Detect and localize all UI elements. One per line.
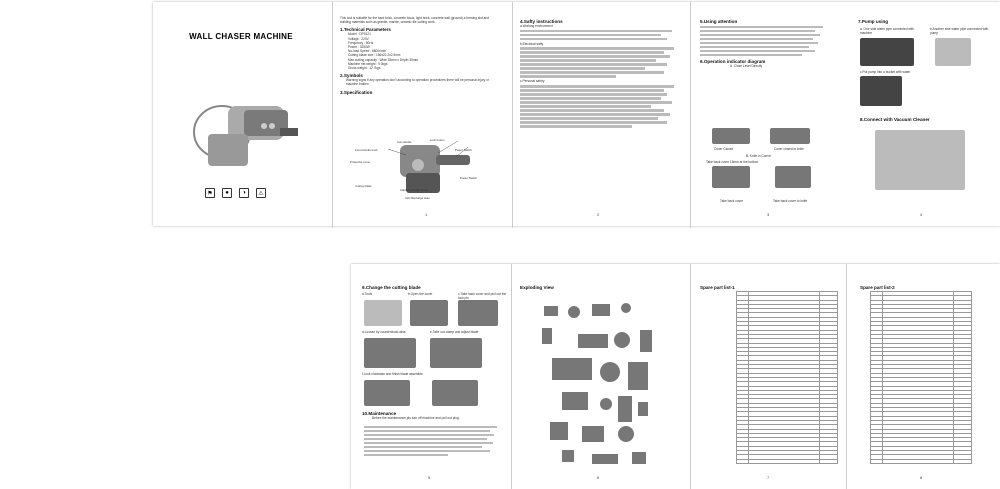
fold-line bbox=[511, 264, 512, 489]
lock-blade-image bbox=[364, 380, 410, 406]
take-back-cover-knife-image bbox=[775, 166, 811, 188]
fold-line bbox=[690, 264, 691, 489]
specification-diagram bbox=[378, 135, 478, 205]
tools-image bbox=[364, 300, 402, 326]
take-back-cover-image bbox=[458, 300, 498, 326]
tech-params-heading: 1.Technical Parameters bbox=[340, 27, 391, 33]
fold-line bbox=[512, 2, 513, 228]
fold-line bbox=[846, 264, 847, 489]
fold-line bbox=[332, 2, 333, 228]
vacuum-heading: 8.Connect with Vacuum Cleaner bbox=[860, 117, 930, 122]
diagram-caption: Take back cover to knife bbox=[773, 199, 808, 203]
manual-read-icon: ⚑ bbox=[205, 188, 215, 198]
pump-image-c bbox=[860, 76, 902, 106]
page-number: 8 bbox=[920, 475, 923, 480]
maintenance-heading: 10.Maintenance bbox=[362, 411, 397, 416]
spec-label: Adjusting Depth Screw bbox=[400, 188, 429, 192]
diagram-label: A. Close Level Directly bbox=[730, 64, 763, 68]
table-row bbox=[871, 459, 972, 463]
page-number: 2 bbox=[597, 212, 600, 217]
param-item: Power : 3250W bbox=[348, 45, 370, 50]
diagram-caption: Cover closed to knife bbox=[774, 147, 804, 151]
spec-label: Aux Handle bbox=[397, 140, 412, 144]
fold-line bbox=[690, 2, 691, 228]
param-item: Voltage : 220V bbox=[348, 36, 369, 41]
wall-chaser-machine-image bbox=[184, 88, 304, 178]
page-number: 5 bbox=[428, 475, 431, 480]
step-caption: b.Open the cover bbox=[408, 292, 433, 296]
pump-image-a bbox=[860, 38, 914, 66]
spare-part-list-2-heading: Spare part list-2 bbox=[860, 285, 895, 290]
spec-label: Power Switch bbox=[460, 176, 477, 180]
pump-caption: b.Another side water pipe connected with pump bbox=[930, 27, 989, 36]
maintenance-lines bbox=[364, 424, 504, 458]
operation-diagram-heading: 6.Operation indicator diagram bbox=[700, 59, 766, 64]
safety-subheading: c.Personal safety bbox=[520, 79, 545, 84]
specification-heading: 3.Specification bbox=[340, 89, 373, 95]
page-number: 3 bbox=[767, 212, 770, 217]
exploding-view-heading: Exploding View bbox=[520, 285, 554, 290]
ear-protection-icon: ◑ bbox=[239, 188, 249, 198]
param-item: Frequency : 50Hz bbox=[348, 40, 374, 45]
page-3 bbox=[700, 16, 828, 68]
page-2 bbox=[520, 16, 680, 129]
pump-caption: a. One side water pipe connected with machine bbox=[860, 27, 915, 36]
maintenance-text: Before the maintenance,pls turn off machine and pull out plug. bbox=[372, 416, 460, 420]
spare-part-table-2 bbox=[870, 291, 972, 464]
diagram-caption: Take back cover bbox=[720, 199, 744, 203]
symbols-text: Warning signs if any operation don't according to operation procedures there will be personal injury or machine broken bbox=[346, 78, 489, 87]
step-caption: c.Take back cover and pull out the lock pin bbox=[458, 292, 507, 301]
spare-part-list-1-heading: Spare part list-1 bbox=[700, 285, 735, 290]
spec-label: Front-handle knob bbox=[355, 148, 378, 152]
finished-image bbox=[432, 380, 478, 406]
open-cover-image bbox=[410, 300, 448, 326]
step-caption: a.Tools bbox=[362, 292, 373, 296]
step-caption: f.Lock clockwise and finish blade assemble bbox=[362, 372, 423, 376]
spare-part-table-1 bbox=[736, 291, 838, 464]
page-4 bbox=[858, 16, 996, 24]
safety-subheading: b.Electrical safty bbox=[520, 41, 544, 46]
page-number: 1 bbox=[425, 212, 428, 217]
goggles-icon: ● bbox=[222, 188, 232, 198]
safety-heading: 4.Safty instructions bbox=[520, 19, 563, 24]
safety-subheading: a.Working environment bbox=[520, 24, 553, 28]
page-number: 7 bbox=[767, 475, 770, 480]
pump-caption: c.Put pump into a bucket with water bbox=[860, 70, 911, 74]
diagram-caption: Cover Closed bbox=[714, 147, 734, 151]
change-blade-heading: 9.Change the cutting blade bbox=[362, 285, 421, 290]
take-back-cover-image bbox=[712, 166, 750, 188]
spec-label: Power Switch bbox=[455, 148, 472, 152]
warning-icon: ⚠ bbox=[256, 188, 266, 198]
spec-label: Ash Discharge Hole bbox=[405, 196, 430, 200]
diagram-caption: Take back cover 15mm at the bottom bbox=[706, 160, 759, 164]
param-item: Machine net weight : 9.0kgs bbox=[348, 61, 388, 66]
vacuum-cleaner-image bbox=[875, 130, 965, 190]
step-caption: d.Loosen by counterclock-wise bbox=[362, 330, 406, 334]
intro-text: This tool is suitable for the hard brick, concrete block, light brick, concrete wall (ground) a forming slot and building materials such as granite, marble, ceramic tile cutting work. bbox=[340, 16, 489, 25]
cover-closed-image bbox=[712, 128, 750, 144]
param-item: No-load Speed : 6800r/min bbox=[348, 49, 387, 54]
take-out-clamp-image bbox=[430, 338, 482, 368]
spec-label: Lock button bbox=[430, 138, 445, 142]
page-1 bbox=[340, 16, 500, 95]
spec-label: Cutting blade bbox=[355, 184, 372, 188]
step-caption: e.Take out clamp and adjust blade bbox=[430, 330, 479, 334]
spec-label: Protective cover bbox=[350, 160, 371, 164]
param-item: Gross weight : 12.7kgs bbox=[348, 66, 381, 71]
table-row bbox=[737, 459, 838, 463]
pump-image-b bbox=[935, 38, 971, 66]
symbols-heading: 2.Symbols bbox=[340, 73, 363, 79]
using-attention-heading: 5.Using attention bbox=[700, 19, 738, 24]
param-item: Model : DP9121 bbox=[348, 32, 371, 37]
param-item: Cutting blade size : 156x22.2x2.5mm bbox=[348, 53, 401, 58]
page-number: 4 bbox=[920, 212, 923, 217]
page-number: 6 bbox=[597, 475, 600, 480]
params-list bbox=[340, 32, 500, 70]
cover-title: WALL CHASER MACHINE bbox=[189, 32, 293, 41]
exploding-view-diagram bbox=[522, 294, 682, 474]
diagram-label: B. Knife in Corner bbox=[746, 154, 772, 158]
param-item: Max cutting capacity : Wide 35mm x Depth 35mm bbox=[348, 57, 419, 62]
cover-closed-knife-image bbox=[770, 128, 810, 144]
loosen-image bbox=[364, 338, 416, 368]
pump-using-heading: 7.Pump using bbox=[858, 19, 889, 24]
